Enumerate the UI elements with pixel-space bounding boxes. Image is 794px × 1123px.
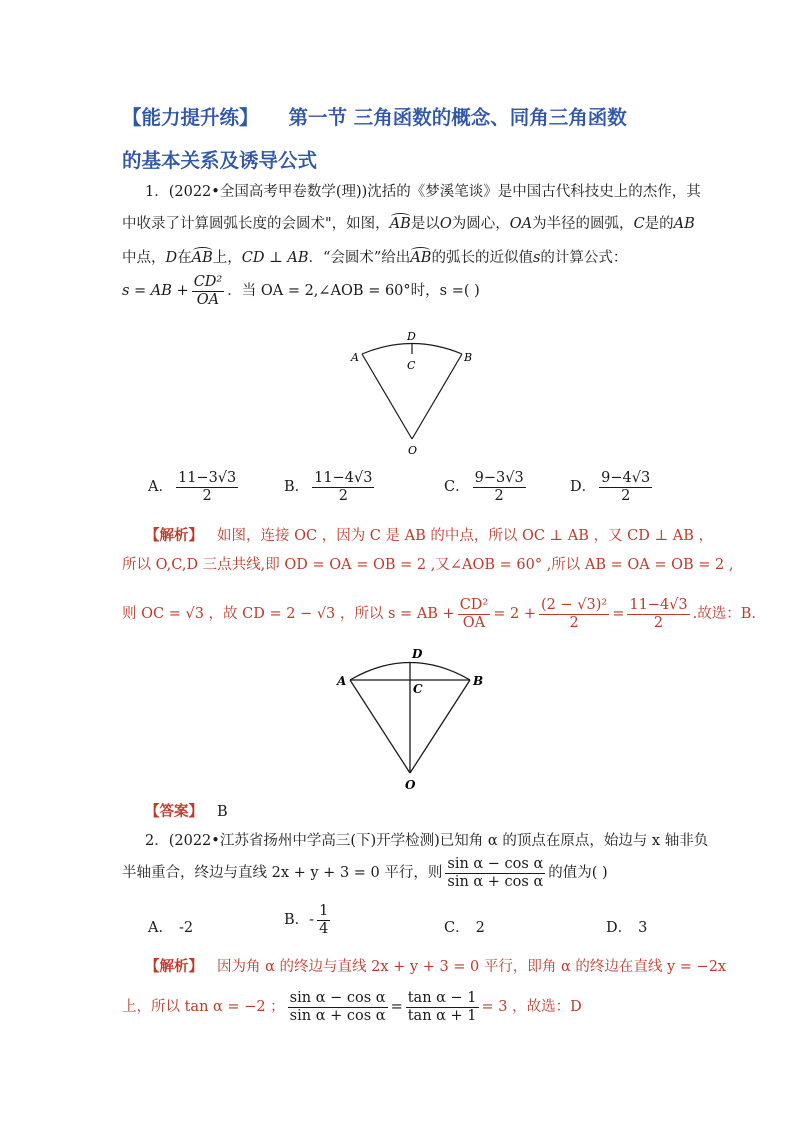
title-line2: 的基本关系及诱导公式: [122, 149, 318, 172]
q1-answer: 【答案】 B: [145, 803, 228, 820]
q1-solution-line3: 则 OC = √3 ，故 CD = 2 − √3 ，所以 s = AB + $\frac{\text{CD²}}{OA}$ = 2 + $\frac{\text{(2 − √3)²}}{2}$ = $\frac{11-4√3}{2}$ .故选：B.: [122, 597, 757, 631]
arc-ab: AB: [191, 250, 213, 266]
q2-line2: 半轴重合，终边与直线 2x + y + 3 = 0 平行，则 $\frac{\text{sin α − cos α}}{\text{sin α + cos α}}$ 的值为( ): [122, 856, 608, 890]
sector-figure-1: [340, 325, 480, 460]
label-b: B: [464, 351, 473, 364]
label-o: O: [408, 444, 418, 457]
q1-option-b[interactable]: B． $\frac{11-4√3}{2}$: [284, 470, 373, 504]
q2-solution-line1: 【解析】 因为角 α 的终边与直线 2x + y + 3 = 0 平行，即角 α 的终边在直线 y = −2x: [145, 958, 727, 975]
arc-ab: AB: [410, 250, 432, 266]
q2-option-b[interactable]: B．- $\frac{1}{4}$: [284, 903, 329, 937]
title-line1: 第一节 三角函数的概念、同角三角函数: [288, 106, 627, 129]
q1-option-a[interactable]: A． $\frac{11-3√3}{2}$: [148, 470, 237, 504]
q2-option-d[interactable]: D． 3: [606, 920, 648, 936]
segment-oa: [362, 354, 412, 439]
q1-solution-line2: 所以 O,C,D 三点共线,即 OD = OA = OB = 2 ,又∠AOB = 60° ,所以 AB = OA = OB = 2 ,: [122, 557, 734, 573]
label-a: A: [337, 674, 347, 688]
q1-option-c[interactable]: C． $\frac{9-3√3}{2}$: [444, 470, 524, 504]
q1-formula: s = AB + $\frac{\text{CD²}}{OA}$ ．当 OA = 2,∠AOB = 60°时，s =( ): [122, 274, 480, 308]
q2-option-c[interactable]: C． 2: [444, 920, 485, 936]
section-title: [122, 96, 682, 182]
segment-ob: [412, 354, 462, 439]
q1-line3: 中点，D在AB上，CD ⊥ AB．“会圆术”给出AB的弧长的近似值s的计算公式：: [122, 250, 628, 266]
q1-line1: 1．(2022•全国高考甲卷数学(理))沈括的《梦溪笔谈》是中国古代科技史上的杰作，其: [145, 184, 701, 200]
q2-solution-line2: 上，所以 tan α = −2 ； $\frac{\text{sin α − cos α}}{\text{sin α + cos α}}$ = $\frac{\text{tan α − 1}}{\text{tan α + 1}}$ = 3 ，故选：D: [122, 990, 582, 1024]
fraction: $\frac{\text{CD²}}{OA}$: [193, 274, 223, 308]
arc-ab: AB: [389, 216, 411, 232]
label-o: O: [405, 778, 416, 792]
q1-option-d[interactable]: D． $\frac{9-4√3}{2}$: [570, 470, 651, 504]
label-c: C: [413, 682, 423, 696]
label-d: D: [412, 647, 423, 661]
q2-line1: 2．(2022•江苏省扬州中学高三(下)开学检测)已知角 α 的顶点在原点，始边与 x 轴非负: [145, 833, 709, 849]
label-c: C: [407, 359, 416, 372]
label-a: A: [351, 351, 359, 364]
label-d: D: [407, 330, 416, 343]
q1-line2: 中收录了计算圆弧长度的会圆术"，如图，AB是以O为圆心，OA为半径的圆弧，C是的AB: [122, 216, 695, 232]
q1-solution-line1: 【解析】 如图，连接 OC ，因为 C 是 AB 的中点，所以 OC ⊥ AB ，又 CD ⊥ AB ，: [145, 527, 713, 544]
segment-oa: [350, 680, 410, 773]
title-tag: 【能力提升练】: [122, 106, 259, 129]
label-b: B: [473, 674, 484, 688]
sector-figure-2: [330, 645, 490, 795]
q2-option-a[interactable]: A． -2: [148, 920, 194, 936]
